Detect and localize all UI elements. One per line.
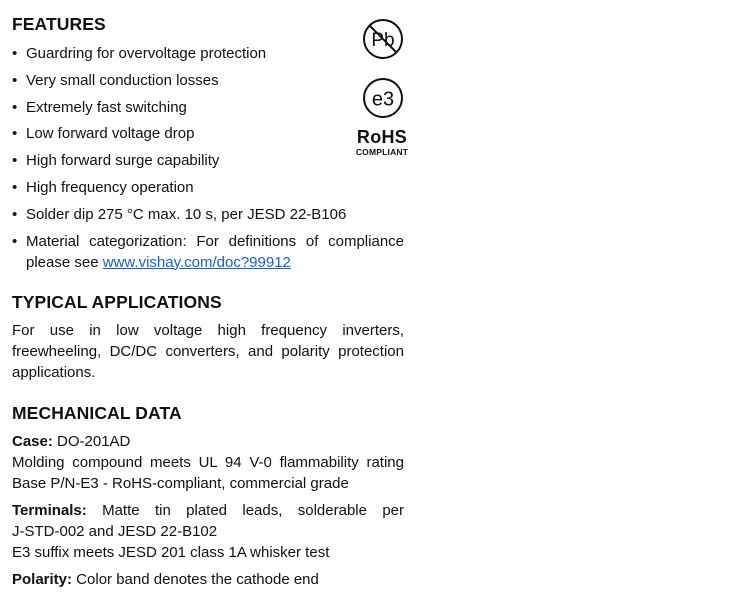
- rohs-badge: [350, 127, 414, 157]
- no-lead-icon: [362, 18, 404, 60]
- e3-icon: [362, 77, 404, 119]
- mechanical-data: [12, 431, 404, 590]
- list-item-material: • Material categorization: For definitions of compliance please see www.vishay.com/doc?99912: [12, 232, 404, 271]
- list-item: • Low forward voltage drop: [12, 125, 195, 143]
- molding-line: Molding compound meets UL 94 V-0 flammability rating: [12, 454, 404, 471]
- pb-text: Pb: [371, 30, 395, 51]
- base-line: Base P/N-E3 - RoHS-compliant, commercial grade: [12, 475, 349, 492]
- rohs-label: RoHS: [356, 127, 408, 147]
- list-item: • Solder dip 275 °C max. 10 s, per JESD 22-B106: [12, 205, 347, 223]
- polarity-line: Polarity: Color band denotes the cathode end: [12, 571, 319, 588]
- list-item: • Guardring for overvoltage protection: [12, 45, 267, 62]
- e3-text: e3: [371, 88, 395, 111]
- terminals-line-2: J-STD-002 and JESD 22-B102: [12, 523, 218, 540]
- material-prefix: please see: [26, 253, 103, 271]
- list-item: • Very small conduction losses: [12, 71, 219, 89]
- applications-text: For use in low voltage high frequency inverters, freewheeling, DC/DC converters, and polarity protection applications.: [12, 322, 404, 381]
- list-item: • High forward surge capability: [12, 152, 220, 170]
- list-item: • High frequency operation: [12, 178, 194, 196]
- rohs-compliant-label: COMPLIANT: [355, 147, 409, 157]
- case-line: Case: DO-201AD: [12, 433, 131, 450]
- features-list: [12, 43, 404, 273]
- e3-line: E3 suffix meets JESD 201 class 1A whisker test: [12, 544, 330, 561]
- mechanical-heading: MECHANICAL DATA: [12, 403, 182, 423]
- features-heading: FEATURES: [12, 14, 106, 34]
- compliance-link[interactable]: www.vishay.com/doc?99912: [102, 253, 291, 271]
- terminals-line: Terminals: Matte tin plated leads, solderable per: [12, 502, 404, 519]
- applications-heading: TYPICAL APPLICATIONS: [12, 292, 222, 312]
- list-item: • Extremely fast switching: [12, 98, 187, 116]
- material-line: Material categorization: For definitions of compliance: [26, 232, 404, 250]
